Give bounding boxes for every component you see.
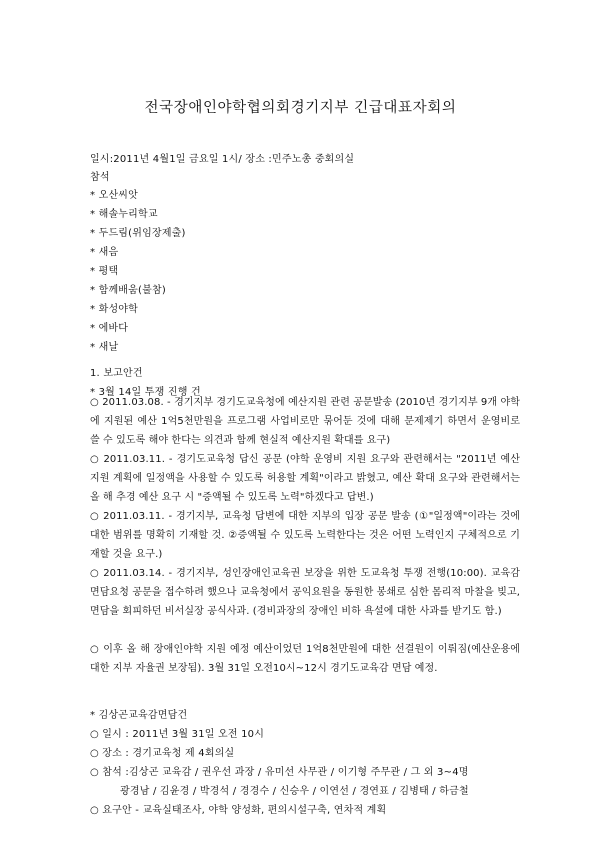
attendee-item: * 새음 [90,247,119,258]
report-paragraph: ○ 이후 올 해 장애인야학 지원 예정 예산이었던 1억8천만원에 대한 선결원이 이뤄짐(예산운용에 대한 지부 자율권 보장됨). 3월 31일 오전10시~12시 경기도교육감 면담 예정. [90,644,520,674]
attendee-item: * 에바다 [90,323,129,334]
document-title: 전국장애인야학협의회경기지부 긴급대표자회의 [144,100,457,116]
subsection-heading-meeting: * 김상곤교육감면담건 [90,710,188,721]
meeting-attendees-continued: 광경남 / 김윤경 / 박경석 / 경경수 / 신승우 / 이연선 / 경연표 / 김병태 / 하금철 [120,786,469,797]
attendee-item: * 두드림(위임장제출) [90,228,186,239]
subsection-heading-protest: * 3월 14일 투쟁 진행 건 [90,387,201,398]
meeting-location-line: ○ 장소 : 경기교육청 제 4회의실 [90,748,235,759]
attendee-item: * 새날 [90,342,119,353]
attendee-item: * 해솔누리학교 [90,209,158,220]
report-paragraph: ○ 2011.03.11. - 경기지부, 교육청 답변에 대한 지부의 입장 공문 발송 (①"일정액"이라는 것에 대한 범위를 명확히 기재할 것. ②증액될 수 있도록 노력한다는 것은 어떤 노력인지 구체적으로 기재할 것을 요구.) [90,511,520,560]
meeting-date-location: 일시:2011년 4월1일 금요일 1시/ 장소 :민주노총 중회의실 [90,154,355,165]
section-heading-report: 1. 보고안건 [90,368,143,379]
meeting-date-line: ○ 일시 : 2011년 3월 31일 오전 10시 [90,729,265,740]
attendee-item: * 함께배움(불참) [90,285,166,296]
attendee-item: * 오산씨앗 [90,190,139,201]
meeting-demands-line: ○ 요구안 - 교육실태조사, 야학 양성화, 편의시설구축, 연차적 계획 [90,805,387,816]
meeting-attendees-line: ○ 참석 :김상곤 교육감 / 권우선 과장 / 유미선 사무관 / 이기형 주무관 / 그 외 3~4명 [90,767,469,778]
report-paragraph: ○ 2011.03.11. - 경기도교육청 답신 공문 (야학 운영비 지원 요구와 관련해서는 "2011년 예산 지원 계획에 일정액을 사용할 수 있도록 허용할 계획"이라고 밝혔고, 예산 확대 요구와 관련해서는 올 해 추경 예산 요구 시 "증액될 수 있도록 노력"하겠다고 답변.) [90,454,520,503]
report-paragraph: ○ 2011.03.08. - 경기지부 경기도교육청에 예산지원 관련 공문발송 (2010년 경기지부 9개 야학에 지원된 예산 1억5천만원을 프로그램 사업비로만 묶어둔 것에 대해 문제제기 하면서 운영비로 쓸 수 있도록 해야 한다는 의견과 함께 현실적 예산지원 확대를 요구) [90,397,520,446]
attendee-item: * 평택 [90,266,119,277]
report-paragraph: ○ 2011.03.14. - 경기지부, 성인장애인교육권 보장을 위한 도교육청 투쟁 전행(10:00). 교육감 면담요청 공문을 접수하려 했으나 교육청에서 공익요원을 동원한 봉쇄로 심한 몸리적 마찰을 빚고, 면담을 회피하던 비서실장 공식사과. (경비과장의 장애인 비하 욕설에 대한 사과를 받기도 함.) [90,568,520,617]
attendance-heading: 참석 [90,172,110,183]
attendee-item: * 화성야학 [90,304,139,315]
